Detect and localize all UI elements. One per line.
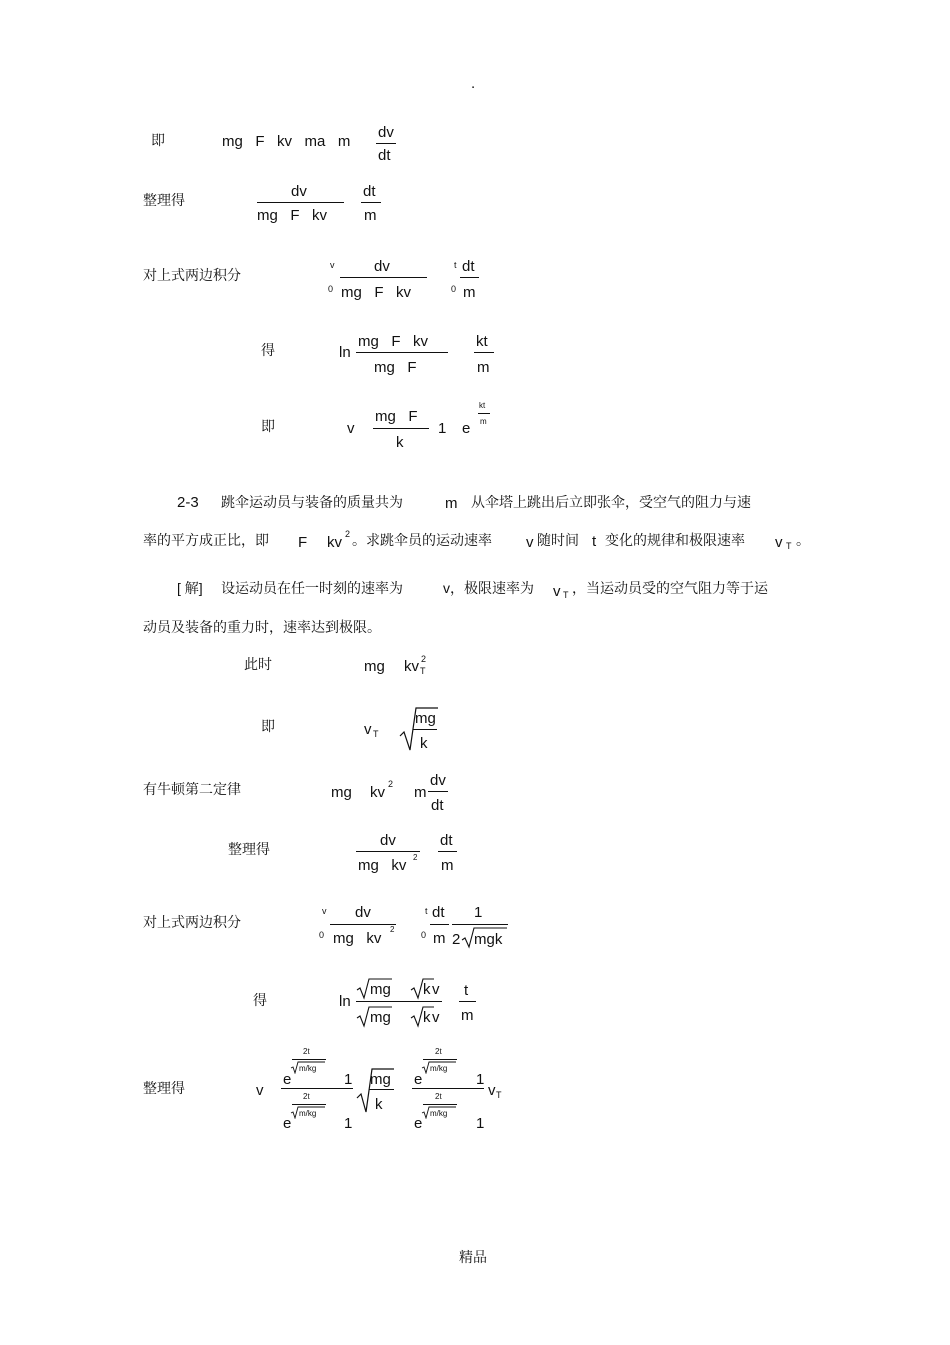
problem-number: 2-3	[177, 494, 199, 511]
fraction-bar	[438, 851, 457, 852]
symbol-mg: mg	[331, 784, 352, 801]
superscript: 2	[413, 853, 418, 862]
fraction-bar	[356, 851, 420, 852]
symbol-kv: kv	[404, 658, 419, 675]
symbol-vT: v	[775, 534, 783, 551]
integral-lower-limit: 0	[451, 284, 457, 294]
integral-upper-limit: t	[425, 906, 428, 916]
exponent-bar	[478, 413, 490, 414]
equation-label: 得	[253, 992, 267, 1008]
constant-one: 1	[476, 1071, 485, 1088]
exponential-e: e	[414, 1071, 423, 1088]
subscript: T	[420, 666, 426, 676]
fraction-denominator: m	[477, 359, 490, 376]
symbol-v: v	[364, 721, 372, 738]
exponent-numerator: 2t	[303, 1047, 310, 1056]
problem-text: 跳伞运动员与装备的质量共为	[221, 494, 403, 510]
variable-v: v	[347, 420, 355, 437]
exponent-denominator: m/kg	[430, 1109, 448, 1118]
fraction-denominator: m	[433, 930, 446, 947]
solution-sentence: v，极限速率为	[443, 580, 534, 596]
fraction-numerator: dt	[462, 258, 475, 275]
equation-label: 对上式两边积分	[143, 914, 241, 930]
integral-upper-limit: v	[330, 260, 335, 270]
problem-text: 变化的规律和极限速率	[605, 532, 745, 548]
fraction-numerator: dv	[378, 124, 394, 141]
fraction-denominator: 2	[452, 931, 461, 948]
symbol-F: F	[298, 534, 308, 551]
fraction-denominator: m	[461, 1007, 474, 1024]
fraction-denominator: m	[441, 857, 454, 874]
solution-sentence: 设运动员在任一时刻的速率为	[221, 580, 403, 596]
equation-label: 即	[261, 418, 275, 434]
fraction-numerator: mg F	[375, 408, 418, 425]
subscript: T	[786, 541, 792, 551]
integral-lower-limit: 0	[421, 930, 427, 940]
problem-text: 。	[796, 532, 810, 548]
equation-label: 对上式两边积分	[143, 267, 241, 283]
superscript: 2	[390, 925, 395, 934]
fraction-bar	[376, 143, 396, 144]
radicand: mgk	[474, 931, 503, 948]
symbol-v: v	[432, 981, 440, 998]
integral-lower-limit: 0	[319, 930, 325, 940]
fraction-numerator: 1	[474, 904, 483, 921]
fraction-numerator: mg	[370, 1071, 391, 1088]
symbol-v: v	[256, 1082, 264, 1099]
equation-label: 有牛顿第二定律	[143, 781, 241, 797]
fraction-bar	[361, 202, 381, 203]
fraction-numerator: dv	[355, 904, 371, 921]
problem-text: 随时间	[537, 532, 579, 548]
fraction-denominator: dt	[431, 797, 444, 814]
exponent-denominator: m/kg	[430, 1064, 448, 1073]
fraction-denominator: k	[396, 434, 404, 451]
superscript: 2	[345, 529, 351, 539]
equation-label: 整理得	[143, 192, 185, 208]
fraction-numerator: kt	[476, 333, 488, 350]
exponent-denominator: m/kg	[299, 1064, 317, 1073]
fraction-bar	[330, 924, 396, 925]
fraction-numerator: mg F kv	[358, 333, 429, 350]
subscript: T	[563, 590, 569, 600]
fraction-denominator: m	[364, 207, 377, 224]
integral-upper-limit: t	[454, 260, 457, 270]
constant-one: 1	[438, 420, 447, 437]
exponent-denominator: m	[480, 417, 487, 426]
exponential-e: e	[414, 1115, 423, 1132]
superscript: 2	[421, 654, 427, 664]
exponent-numerator: 2t	[303, 1092, 310, 1101]
symbol-vT: v	[488, 1082, 496, 1099]
fraction-denominator: mg F kv	[257, 207, 328, 224]
exponential-e: e	[462, 420, 471, 437]
equation-label: 此时	[244, 656, 272, 672]
solution-sentence: ，当运动员受的空气阻力等于运	[572, 580, 768, 596]
symbol-mg: mg	[364, 658, 385, 675]
exponential-e: e	[283, 1115, 292, 1132]
equation-label: 得	[261, 342, 275, 358]
fraction-bar	[340, 277, 427, 278]
equation-label: 即	[261, 718, 275, 734]
radicand: k	[423, 1009, 431, 1026]
equation-label: 整理得	[143, 1080, 185, 1096]
fraction-bar	[430, 924, 449, 925]
fraction-denominator: k	[375, 1096, 383, 1113]
radicand: mg	[370, 1009, 391, 1026]
symbol-kv: kv	[327, 534, 342, 551]
symbol-t: t	[592, 533, 597, 550]
fraction-bar	[257, 202, 344, 203]
constant-one: 1	[344, 1071, 353, 1088]
symbol-m: m	[445, 495, 458, 512]
exponent-numerator: 2t	[435, 1092, 442, 1101]
fraction-denominator: mg kv	[358, 857, 407, 874]
radicand: k	[423, 981, 431, 998]
equation-expression: mg F kv ma m	[222, 133, 351, 150]
problem-text: 率的平方成正比，即	[143, 532, 269, 548]
exponential-e: e	[283, 1071, 292, 1088]
equation-label: 即	[151, 132, 165, 148]
ln: ln	[339, 344, 351, 361]
fraction-denominator: m	[463, 284, 476, 301]
fraction-bar	[459, 1001, 476, 1002]
radicand: mg	[370, 981, 391, 998]
problem-text: 从伞塔上跳出后立即张伞，受空气的阻力与速	[471, 494, 751, 510]
fraction-bar	[412, 1088, 484, 1089]
constant-one: 1	[344, 1115, 353, 1132]
fraction-numerator: dt	[432, 904, 445, 921]
fraction-bar	[356, 1001, 442, 1002]
fraction-bar	[373, 428, 429, 429]
fraction-numerator: dv	[380, 832, 396, 849]
subscript: T	[496, 1090, 502, 1100]
integral-lower-limit: 0	[328, 284, 334, 294]
symbol-m: m	[414, 784, 427, 801]
fraction-bar	[428, 791, 448, 792]
fraction-denominator: mg F kv	[341, 284, 412, 301]
fraction-numerator: dv	[430, 772, 446, 789]
fraction-numerator: dv	[374, 258, 390, 275]
fraction-bar	[474, 352, 494, 353]
fraction-numerator: t	[464, 982, 469, 999]
fraction-bar	[356, 352, 448, 353]
fraction-numerator: mg	[415, 710, 436, 727]
fraction-bar	[413, 729, 437, 730]
fraction-bar	[281, 1088, 353, 1089]
page-footer: 精品	[459, 1249, 487, 1265]
fraction-denominator: mg kv	[333, 930, 382, 947]
header-dot: .	[471, 75, 476, 92]
fraction-denominator: dt	[378, 147, 391, 164]
fraction-numerator: dv	[291, 183, 307, 200]
fraction-numerator: dt	[440, 832, 453, 849]
superscript: 2	[388, 779, 394, 789]
fraction-denominator: k	[420, 735, 428, 752]
solution-tag: [ 解]	[177, 580, 203, 596]
problem-text: 。求跳伞员的运动速率	[352, 532, 492, 548]
exponent-numerator: 2t	[435, 1047, 442, 1056]
fraction-bar	[369, 1089, 394, 1090]
exponent-denominator: m/kg	[299, 1109, 317, 1118]
symbol-v: v	[432, 1009, 440, 1026]
symbol-vT: v	[553, 583, 561, 600]
fraction-denominator: mg F	[374, 359, 417, 376]
solution-sentence: 动员及装备的重力时，速率达到极限。	[143, 619, 381, 635]
symbol-v: v	[526, 534, 534, 551]
exponent-numerator: kt	[479, 401, 486, 410]
ln: ln	[339, 993, 351, 1010]
constant-one: 1	[476, 1115, 485, 1132]
integral-upper-limit: v	[322, 906, 327, 916]
symbol-kv: kv	[370, 784, 385, 801]
fraction-numerator: dt	[363, 183, 376, 200]
subscript: T	[373, 729, 379, 739]
fraction-bar	[460, 277, 479, 278]
equation-label: 整理得	[228, 841, 270, 857]
